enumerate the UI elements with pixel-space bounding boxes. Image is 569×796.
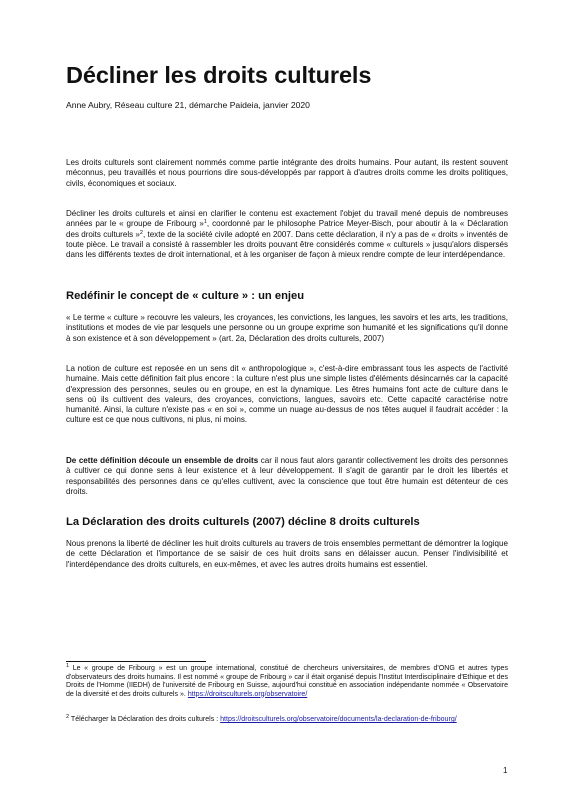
culture-paragraph-2: La notion de culture est reposée en un sens dit « anthropologique », c'est-à-dire embrassant tous les aspects de l'activité humaine. Mais cette définition fait plus encore : la culture n'est plus une simple listes d'éléments désincarnés car la capacité d'expression des personnes, seules ou en groupe, en est la dynamique. Les êtres humains font acte de culture dans le sens où ils cultivent des valeurs, des croyances, convictions, langues, savoirs etc. Cette capacité caractérise notre humanité. Ainsi, la culture n'existe pas « en soi », comme un nuage au-dessus de nos têtes auquel il faudrait accéder : la culture est ce que nous cultivons, ni plus, ni moins. — [66, 364, 508, 425]
culture-definition-quote: « Le terme « culture » recouvre les valeurs, les croyances, les convictions, les langues, les savoirs et les arts, les traditions, institutions et modes de vie par lesquels une personne ou un groupe exprime son humanité et les significations qu'il donne à son existence et à son développement » (art. 2a, Déclaration des droits culturels, 2007) — [66, 313, 508, 343]
section-heading-declaration: La Déclaration des droits culturels (2007) décline 8 droits culturels — [66, 516, 420, 528]
footnote-1 — [66, 665, 508, 699]
page-title: Décliner les droits culturels — [66, 62, 372, 88]
intro-paragraph-2-text-c: , texte de la société civile adopté en 2007. Dans cette déclaration, il n'y a pas de « droits » inventés de toute pièce. Le travail a consisté à rassembler les droits pouvant être considérés comme « culturels » jusqu'alors dispersés dans les différents textes de droit international, et à les organiser de façon à mieux rendre compte de leur interdépendance. — [66, 229, 508, 260]
footnote-1-number: 1 — [66, 663, 70, 669]
intro-paragraph-2-text-b: , coordonné par le philosophe Patrice Meyer-Bisch, pour aboutir à la « Déclaration des droits culturels » — [66, 219, 508, 239]
culture-paragraph-3-text: car il nous faut alors garantir collectivement les droits des personnes à cultiver ce qui donne sens à leur existence et à leur développement. Il s'agit de garantir par le droit les libertés et responsabilités des personnes dans ce qu'elles cultivent, avec la conscience que tout être humain est détenteur de ces droits. — [66, 456, 509, 496]
footnote-ref-1[interactable]: 1 — [203, 219, 207, 226]
footnote-2-link[interactable]: https://droitsculturels.org/observatoire/documents/la-declaration-de-fribourg/ — [220, 716, 457, 723]
footnote-2-number: 2 — [66, 714, 70, 720]
footnote-2-text: Télécharger la Déclaration des droits culturels : — [69, 716, 221, 723]
page-number: 1 — [503, 766, 508, 775]
footnote-2 — [66, 716, 508, 725]
footnote-ref-2[interactable]: 2 — [139, 229, 143, 236]
culture-paragraph-3 — [66, 456, 508, 497]
intro-paragraph-2 — [66, 209, 508, 260]
intro-paragraph-1: Les droits culturels sont clairement nommés comme partie intégrante des droits humains. Pour autant, ils restent souvent méconnus, peu travaillés et nous pourrions dire sous-développés par rapport à d'autres droits comme les droits politiques, civils, économiques et sociaux. — [66, 158, 508, 188]
footnote-1-text: Le « groupe de Fribourg » est un groupe international, constitué de chercheurs universitaires, de membres d'ONG et autres types d'observateurs des droits humains. Il est nommé « groupe de Fribourg » car il était organisé depuis l'Institut Interdisciplinaire d'Ethique et des Droits de l'Homme (IIEDH) de l'université de Fribourg en Suisse, aujourd'hui constitué en association indépendante nommée « Observatoire de la diversité et des droits culturels ». — [66, 665, 508, 698]
footnote-1-link[interactable]: https://droitsculturels.org/observatoire/ — [187, 690, 308, 698]
footnote-divider — [66, 661, 206, 662]
intro-paragraph-2-text-a: Décliner les droits culturels et ainsi en clarifier le contenu est exactement l'objet du travail mené depuis de nombreuses années par le « groupe de Fribourg » — [66, 209, 508, 229]
culture-paragraph-3-emphasis: De cette définition découle un ensemble de droits — [66, 456, 259, 465]
declaration-paragraph-1: Nous prenons la liberté de décliner les huit droits culturels au travers de trois ensembles permettant de démontrer la logique de cette Déclaration et l'importance de se saisir de ces huit droits sans en délaisser aucun. Penser l'indivisibilité et l'interdépendance des droits culturels, en eux-mêmes, et avec les autres droits humains est essentiel. — [66, 539, 508, 569]
byline: Anne Aubry, Réseau culture 21, démarche Paideia, janvier 2020 — [66, 100, 310, 110]
section-heading-culture: Redéfinir le concept de « culture » : un enjeu — [66, 290, 305, 302]
